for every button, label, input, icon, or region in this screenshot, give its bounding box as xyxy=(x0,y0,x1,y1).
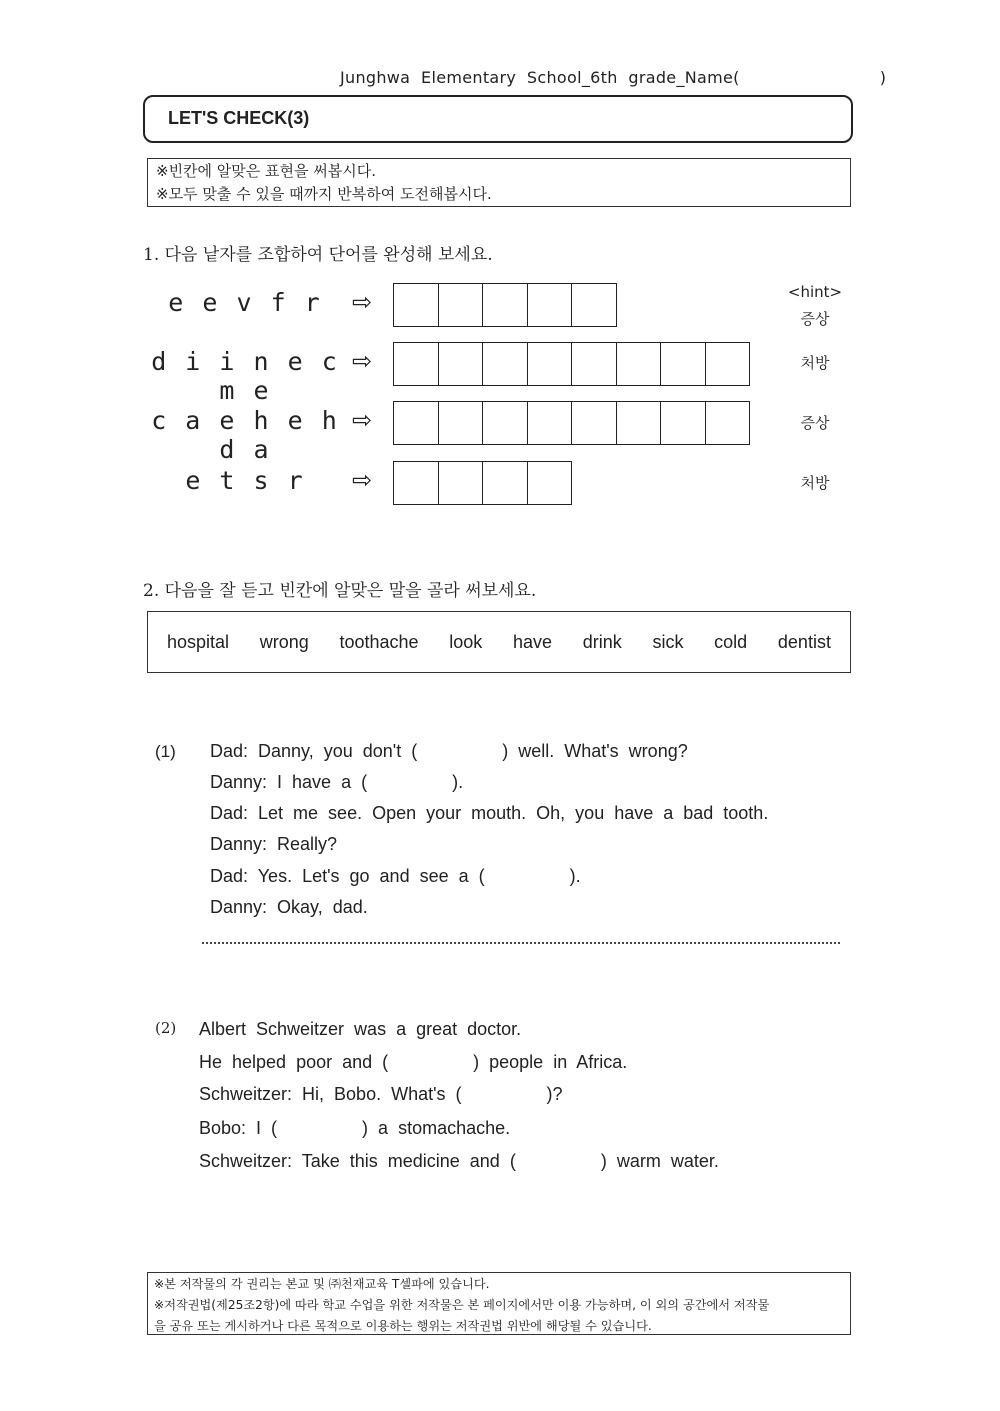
letter-box[interactable] xyxy=(527,461,573,505)
copyright-line: 을 공유 또는 게시하거나 다른 목적으로 이용하는 행위는 저작권법 위반에 해당될 수 있습니다. xyxy=(154,1319,652,1333)
dialogue1-line: Dad: Danny, you don't ( ) well. What's wrong? xyxy=(210,741,688,761)
copyright-line: ※본 저작물의 각 권리는 본교 및 ㈜천재교육 T셀파에 있습니다. xyxy=(154,1277,490,1291)
letter-box[interactable] xyxy=(393,401,439,445)
word-bank-item: drink xyxy=(582,631,622,652)
word-bank-item: cold xyxy=(714,631,748,652)
right-arrow-icon: ⇨ xyxy=(352,288,373,316)
hint-text: 증상 xyxy=(800,414,830,432)
letter-box[interactable] xyxy=(438,401,484,445)
scrambled-letters: c a e h e h d a xyxy=(151,406,339,464)
instructions-box xyxy=(147,158,851,207)
instruction-2: ※모두 맞출 수 있을 때까지 반복하여 도전해봅시다. xyxy=(156,185,492,203)
dotted-divider xyxy=(202,942,840,944)
dialogue1-line: Dad: Yes. Let's go and see a ( ). xyxy=(210,866,581,886)
letter-box[interactable] xyxy=(482,401,528,445)
letter-box[interactable] xyxy=(527,283,573,327)
right-arrow-icon: ⇨ xyxy=(352,347,373,375)
scrambled-letters: d i i n e c m e xyxy=(151,347,339,405)
letter-box[interactable] xyxy=(482,461,528,505)
section1-title: 1. 다음 낱자를 조합하여 단어를 완성해 보세요. xyxy=(143,245,493,265)
word-bank-item: have xyxy=(513,631,553,652)
letter-box[interactable] xyxy=(438,283,484,327)
word-bank-item: sick xyxy=(652,631,684,652)
right-arrow-icon: ⇨ xyxy=(352,406,373,434)
letter-box[interactable] xyxy=(660,401,706,445)
dialogue2-line: Albert Schweitzer was a great doctor. xyxy=(199,1019,522,1039)
letter-box[interactable] xyxy=(660,342,706,386)
letter-box[interactable] xyxy=(393,283,439,327)
dialogue2-number: (2) xyxy=(155,1019,177,1037)
page-title: LET'S CHECK(3) xyxy=(168,108,310,128)
letter-box[interactable] xyxy=(393,461,439,505)
word-bank-item: toothache xyxy=(339,631,419,652)
letter-box[interactable] xyxy=(616,342,662,386)
word-bank-item: wrong xyxy=(259,631,309,652)
letter-box[interactable] xyxy=(571,342,617,386)
instruction-1: ※빈칸에 알맞은 표현을 써봅시다. xyxy=(156,162,377,180)
word-bank-item: look xyxy=(449,631,483,652)
dialogue2-line: Bobo: I ( ) a stomachache. xyxy=(199,1118,511,1138)
letter-box[interactable] xyxy=(438,342,484,386)
letter-box[interactable] xyxy=(527,401,573,445)
dialogue1-line: Danny: Really? xyxy=(210,834,338,854)
answer-boxes xyxy=(394,283,617,327)
letter-box[interactable] xyxy=(616,401,662,445)
copyright-line: ※저작권법(제25조2항)에 따라 학교 수업을 위한 저작물은 본 페이지에서만 이용 가능하며, 이 외의 공간에서 저작물 xyxy=(154,1298,770,1312)
dialogue1-number: (1) xyxy=(155,742,176,761)
answer-boxes xyxy=(394,461,572,505)
scrambled-letters: e e v f r xyxy=(168,288,322,317)
word-bank-item: dentist xyxy=(777,631,831,652)
hint-text: 증상 xyxy=(800,310,830,328)
school-name-line: Junghwa Elementary School_6th grade_Name( ) xyxy=(340,68,887,87)
answer-boxes xyxy=(394,342,750,386)
hint-text: 처방 xyxy=(800,474,830,492)
letter-box[interactable] xyxy=(705,342,751,386)
letter-box[interactable] xyxy=(482,342,528,386)
section2-title: 2. 다음을 잘 듣고 빈칸에 알맞은 말을 골라 써보세요. xyxy=(143,581,537,601)
letter-box[interactable] xyxy=(705,401,751,445)
letter-box[interactable] xyxy=(482,283,528,327)
letter-box[interactable] xyxy=(527,342,573,386)
dialogue2-line: Schweitzer: Hi, Bobo. What's ( )? xyxy=(199,1084,563,1104)
word-bank xyxy=(147,611,851,673)
hint-label: <hint> xyxy=(787,283,843,301)
dialogue2-line: Schweitzer: Take this medicine and ( ) warm water. xyxy=(199,1151,719,1171)
letter-box[interactable] xyxy=(438,461,484,505)
dialogue2-line: He helped poor and ( ) people in Africa. xyxy=(199,1052,628,1072)
right-arrow-icon: ⇨ xyxy=(352,466,373,494)
dialogue1-line: Danny: Okay, dad. xyxy=(210,897,368,917)
letter-box[interactable] xyxy=(571,283,617,327)
dialogue1-line: Danny: I have a ( ). xyxy=(210,772,464,792)
hint-text: 처방 xyxy=(800,354,830,372)
letter-box[interactable] xyxy=(393,342,439,386)
word-bank-item: hospital xyxy=(167,631,230,652)
letter-box[interactable] xyxy=(571,401,617,445)
copyright-notice xyxy=(147,1272,851,1335)
scrambled-letters: e t s r xyxy=(185,466,305,495)
answer-boxes xyxy=(394,401,750,445)
dialogue1-line: Dad: Let me see. Open your mouth. Oh, you have a bad tooth. xyxy=(210,803,769,823)
